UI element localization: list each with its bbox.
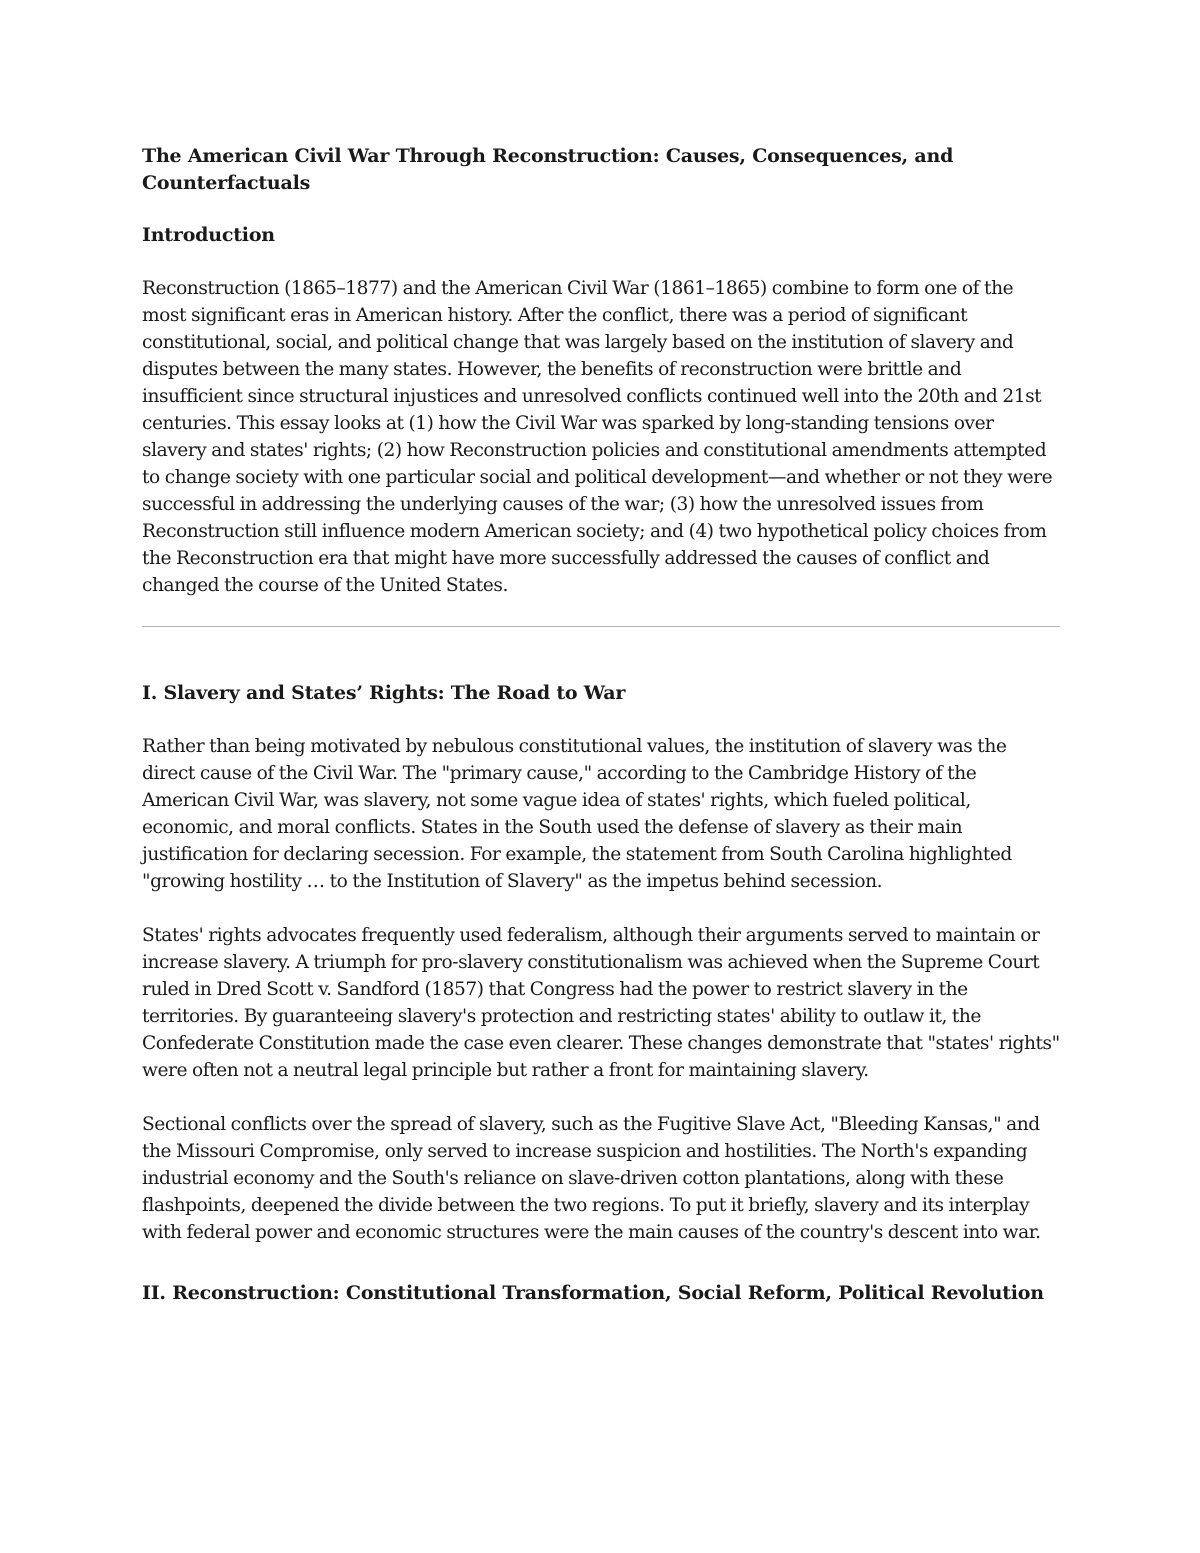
section2-heading: II. Reconstruction: Constitutional Transformation, Social Reform, Political Revolution [142, 1282, 1044, 1304]
section1-paragraph-2: States' rights advocates frequently used federalism, although their arguments served to maintain or increase slavery. A triumph for pro-slavery constitutionalism was achieved when the Supreme Court ruled in Dred Scott v. Sandford (1857) that Congress had the power to restrict slavery in the territories. By guaranteeing slavery's protection and restricting states' ability to outlaw it, the Confederate Constitution made the case even clearer. These changes demonstrate that "states' rights" were often not a neutral legal principle but rather a front for maintaining slavery. [142, 925, 1060, 1081]
section1-heading: I. Slavery and States’ Rights: The Road to War [142, 682, 626, 704]
section-divider [142, 626, 1060, 627]
document-title: The American Civil War Through Reconstruction: Causes, Consequences, and Counterfactuals [142, 145, 954, 194]
intro-heading: Introduction [142, 224, 275, 246]
intro-paragraph: Reconstruction (1865–1877) and the American Civil War (1861–1865) combine to form one of the most significant eras in American history. After the conflict, there was a period of significant constitutional, social, and political change that was largely based on the institution of slavery and disputes between the many states. However, the benefits of reconstruction were brittle and insufficient since structural injustices and unresolved conflicts continued well into the 20th and 21st centuries. This essay looks at (1) how the Civil War was sparked by long-standing tensions over slavery and states' rights; (2) how Reconstruction policies and constitutional amendments attempted to change society with one particular social and political development—and whether or not they were successful in addressing the underlying causes of the war; (3) how the unresolved issues from Reconstruction still influence modern American society; and (4) two hypothetical policy choices from the Reconstruction era that might have more successfully addressed the causes of conflict and changed the course of the United States. [142, 278, 1053, 596]
section1-paragraph-3: Sectional conflicts over the spread of slavery, such as the Fugitive Slave Act, "Bleeding Kansas," and the Missouri Compromise, only served to increase suspicion and hostilities. The North's expanding industrial economy and the South's reliance on slave-driven cotton plantations, along with these flashpoints, deepened the divide between the two regions. To put it briefly, slavery and its interplay with federal power and economic structures were the main causes of the country's descent into war. [142, 1114, 1041, 1243]
section1-paragraph-1: Rather than being motivated by nebulous constitutional values, the institution of slavery was the direct cause of the Civil War. The "primary cause," according to the Cambridge History of the American Civil War, was slavery, not some vague idea of states' rights, which fueled political, economic, and moral conflicts. States in the South used the defense of slavery as their main justification for declaring secession. For example, the statement from South Carolina highlighted "growing hostility … to the Institution of Slavery" as the impetus behind secession. [142, 736, 1012, 892]
document-page [142, 143, 1060, 1333]
